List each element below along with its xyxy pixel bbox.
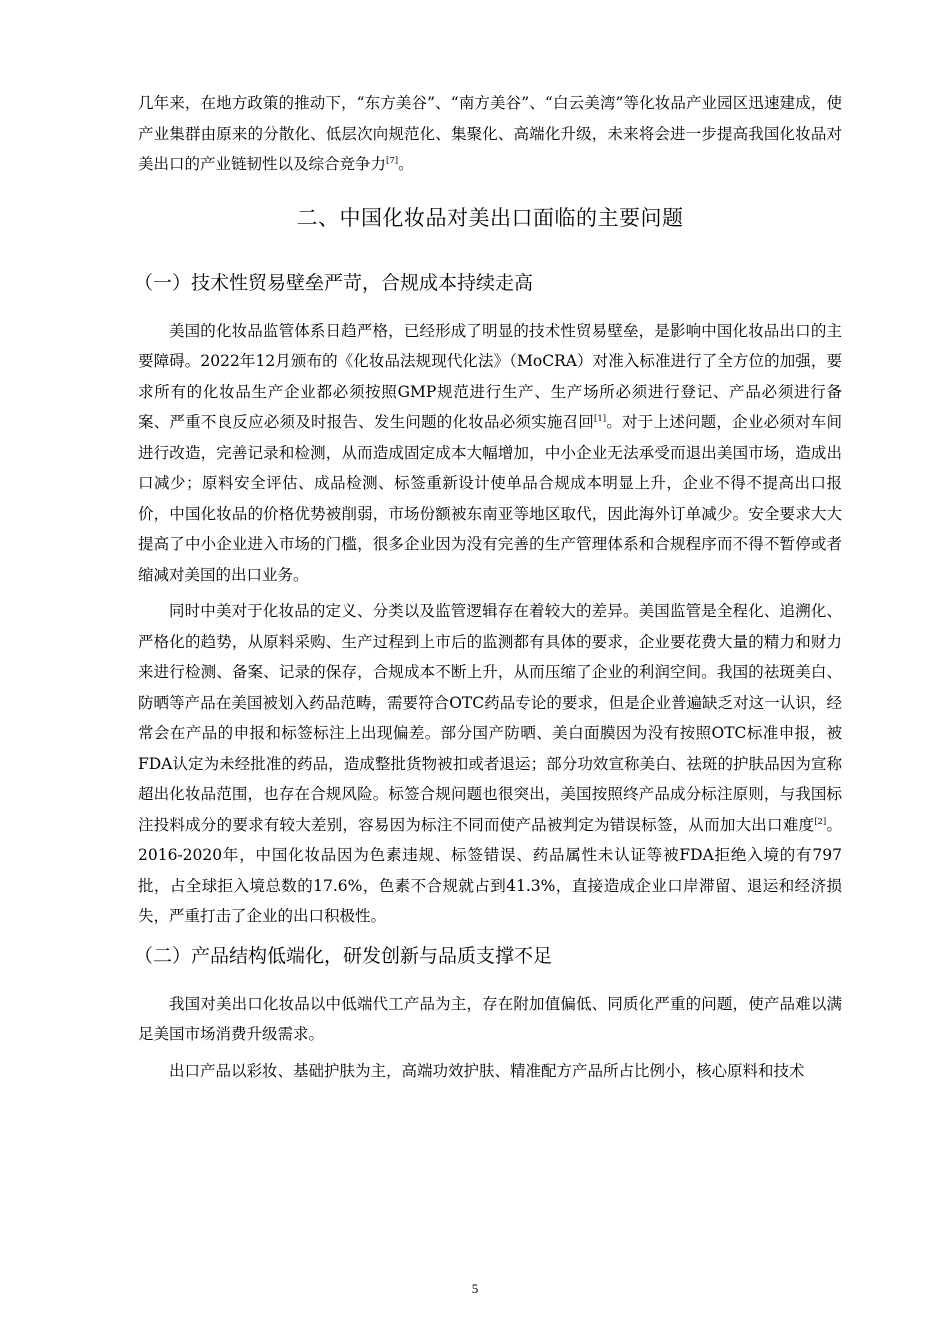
intro-paragraph (138, 88, 842, 180)
citation-7[interactable]: [7] (386, 155, 399, 166)
subsection-1-paragraph-2 (138, 596, 842, 932)
intro-text: 几年来，在地方政策的推动下，“东方美谷”、“南方美谷”、“白云美湾”等化妆品产业园区迅速建成，使产业集群由原来的分散化、低层次向规范化、集聚化、高端化升级，未来将会进一步提高我国化妆品对美出口的产业链韧性以及综合竞争力 (138, 94, 842, 173)
subsection-1-title: （一）技术性贸易壁垒严苛，合规成本持续走高 (134, 271, 534, 294)
s1p1-text-b: 。对于上述问题，企业必须对车间进行改造，完善记录和检测，从而造成固定成本大幅增加，中小企业无法承受而退出美国市场，造成出口减少；原料安全评估、成品检测、标签重新设计使单品合规成本明显上升，企业不得不提高出口报价，中国化妆品的价格优势被削弱，市场份额被东南亚等地区取代，因此海外订单减少。安全要求大大提高了中小企业进入市场的门槛，很多企业因为没有完善的生产管理体系和合规程序而不得不暂停或者缩减对美国的出口业务。 (138, 413, 842, 584)
citation-1[interactable]: [1] (594, 413, 607, 424)
citation-2[interactable]: [2] (814, 816, 827, 827)
subsection-2-paragraph-2: 出口产品以彩妆、基础护肤为主，高端功效护肤、精准配方产品所占比例小，核心原料和技术 (169, 1061, 805, 1080)
subsection-2-title: （二）产品结构低端化，研发创新与品质支撑不足 (134, 944, 553, 967)
s1p1-text-a: 美国的化妆品监管体系日趋严格，已经形成了明显的技术性贸易壁垒，是影响中国化妆品出口的主要障碍。2022年12月颁布的《化妆品法规现代化法》（MoCRA）对准入标准进行了全方位的加强，要求所有的化妆品生产企业都必须按照GMP规范进行生产、生产场所必须进行登记、产品必须进行备案、严重不良反应必须及时报告、发生问题的化妆品必须实施召回 (138, 321, 842, 431)
page-content (134, 88, 842, 1086)
page-number: 5 (471, 1281, 479, 1296)
subsection-1-paragraph-1 (138, 316, 842, 591)
subsection-2-paragraph-1: 我国对美出口化妆品以中低端代工产品为主，存在附加值偏低、同质化严重的问题，使产品难以满足美国市场消费升级需求。 (138, 994, 842, 1043)
intro-end: 。 (398, 155, 414, 173)
s1p2-text-b: 。2016-2020年，中国化妆品因为色素违规、标签错误、药品属性未认证等被FDA拒绝入境的有797批，占全球拒入境总数的17.6%，色素不合规就占到41.3%，直接造成企业口岸滞留、退运和经济损失，严重打击了企业的出口积极性。 (138, 815, 842, 925)
section-title: 二、中国化妆品对美出口面临的主要问题 (296, 205, 684, 230)
s1p2-text-a: 同时中美对于化妆品的定义、分类以及监管逻辑存在着较大的差异。美国监管是全程化、追溯化、严格化的趋势，从原料采购、生产过程到上市后的监测都有具体的要求，企业要花费大量的精力和财力来进行检测、备案、记录的保存，合规成本不断上升，从而压缩了企业的利润空间。我国的祛斑美白、防晒等产品在美国被划入药品范畴，需要符合OTC药品专论的要求，但是企业普遍缺乏对这一认识，经常会在产品的申报和标签标注上出现偏差。部分国产防晒、美白面膜因为没有按照OTC标准申报，被FDA认定为未经批准的药品，造成整批货物被扣或者退运；部分功效宣称美白、祛斑的护肤品因为宣称超出化妆品范围，也存在合规风险。标签合规问题也很突出，美国按照终产品成分标注原则，与我国标注投料成分的要求有较大差别，容易因为标注不同而使产品被判定为错误标签，从而加大出口难度 (138, 602, 842, 834)
